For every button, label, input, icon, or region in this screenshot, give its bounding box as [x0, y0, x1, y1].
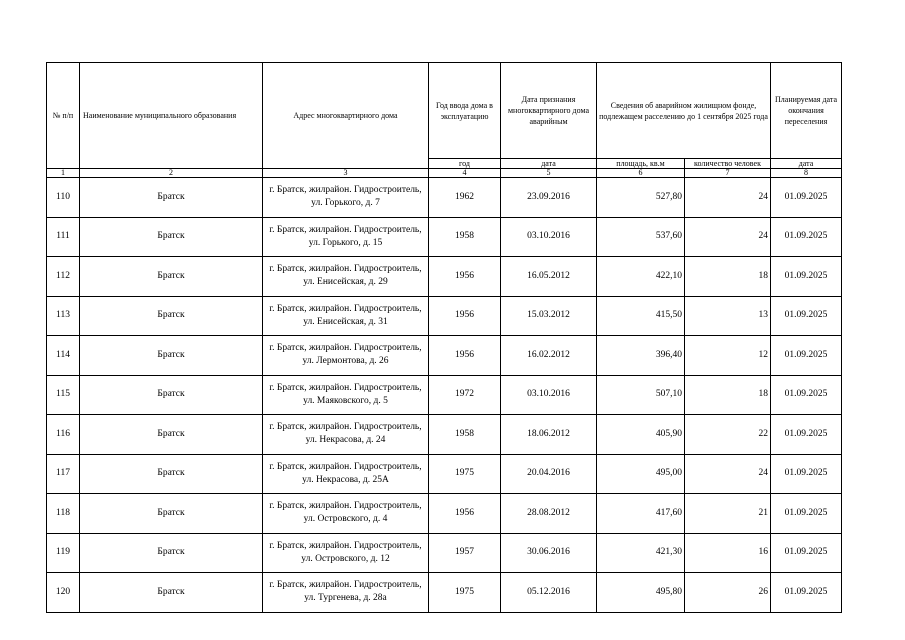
area-cell: 422,10 — [597, 257, 685, 297]
emergency-date-cell: 03.10.2016 — [501, 375, 597, 415]
header-row — [47, 63, 842, 159]
column-number-row — [47, 169, 842, 178]
address-cell: г. Братск, жилрайон. Гидростроитель, ул. Тургенева, д. 28а — [263, 573, 429, 613]
year-cell: 1975 — [429, 573, 501, 613]
table-row — [47, 573, 842, 613]
people-cell: 16 — [685, 533, 771, 573]
year-cell: 1958 — [429, 217, 501, 257]
year-cell: 1962 — [429, 178, 501, 218]
emergency-date-cell: 16.02.2012 — [501, 336, 597, 376]
end-date-cell: 01.09.2025 — [771, 533, 842, 573]
year-cell: 1956 — [429, 296, 501, 336]
area-cell: 527,80 — [597, 178, 685, 218]
column-number: 6 — [597, 169, 685, 178]
row-number: 115 — [47, 375, 80, 415]
municipality-cell: Братск — [80, 454, 263, 494]
end-date-cell: 01.09.2025 — [771, 178, 842, 218]
end-date-cell: 01.09.2025 — [771, 257, 842, 297]
address-cell: г. Братск, жилрайон. Гидростроитель, ул. Горького, д. 15 — [263, 217, 429, 257]
header-number: № п/п — [47, 63, 80, 169]
municipality-cell: Братск — [80, 375, 263, 415]
municipality-cell: Братск — [80, 217, 263, 257]
table-row — [47, 257, 842, 297]
municipality-cell: Братск — [80, 494, 263, 534]
column-number: 8 — [771, 169, 842, 178]
emergency-date-cell: 23.09.2016 — [501, 178, 597, 218]
address-cell: г. Братск, жилрайон. Гидростроитель, ул. Островского, д. 12 — [263, 533, 429, 573]
table-row — [47, 454, 842, 494]
year-cell: 1975 — [429, 454, 501, 494]
address-cell: г. Братск, жилрайон. Гидростроитель, ул. Енисейская, д. 31 — [263, 296, 429, 336]
table-row — [47, 217, 842, 257]
column-number: 2 — [80, 169, 263, 178]
row-number: 113 — [47, 296, 80, 336]
emergency-date-cell: 03.10.2016 — [501, 217, 597, 257]
subheader-year: год — [429, 159, 501, 169]
address-cell: г. Братск, жилрайон. Гидростроитель, ул. Островского, д. 4 — [263, 494, 429, 534]
year-cell: 1956 — [429, 257, 501, 297]
address-cell: г. Братск, жилрайон. Гидростроитель, ул. Некрасова, д. 24 — [263, 415, 429, 455]
column-number: 4 — [429, 169, 501, 178]
emergency-date-cell: 28.08.2012 — [501, 494, 597, 534]
address-cell: г. Братск, жилрайон. Гидростроитель, ул. Енисейская, д. 29 — [263, 257, 429, 297]
area-cell: 396,40 — [597, 336, 685, 376]
table-row — [47, 296, 842, 336]
area-cell: 417,60 — [597, 494, 685, 534]
row-number: 118 — [47, 494, 80, 534]
row-number: 119 — [47, 533, 80, 573]
header-address: Адрес многоквартирного дома — [263, 63, 429, 169]
people-cell: 18 — [685, 257, 771, 297]
municipality-cell: Братск — [80, 178, 263, 218]
area-cell: 495,00 — [597, 454, 685, 494]
municipality-cell: Братск — [80, 257, 263, 297]
municipality-cell: Братск — [80, 296, 263, 336]
end-date-cell: 01.09.2025 — [771, 573, 842, 613]
subheader-people: количество человек — [685, 159, 771, 169]
emergency-date-cell: 05.12.2016 — [501, 573, 597, 613]
table-row — [47, 178, 842, 218]
people-cell: 12 — [685, 336, 771, 376]
table-row — [47, 415, 842, 455]
header-municipality: Наименование муниципального образования — [80, 63, 263, 169]
table-row — [47, 533, 842, 573]
area-cell: 405,90 — [597, 415, 685, 455]
address-cell: г. Братск, жилрайон. Гидростроитель, ул. Маяковского, д. 5 — [263, 375, 429, 415]
row-number: 116 — [47, 415, 80, 455]
people-cell: 26 — [685, 573, 771, 613]
address-cell: г. Братск, жилрайон. Гидростроитель, ул. Лермонтова, д. 26 — [263, 336, 429, 376]
area-cell: 507,10 — [597, 375, 685, 415]
people-cell: 24 — [685, 178, 771, 218]
column-number: 5 — [501, 169, 597, 178]
row-number: 110 — [47, 178, 80, 218]
subheader-end-date: дата — [771, 159, 842, 169]
area-cell: 537,60 — [597, 217, 685, 257]
column-number: 7 — [685, 169, 771, 178]
subheader-area: площадь, кв.м — [597, 159, 685, 169]
municipality-cell: Братск — [80, 415, 263, 455]
housing-registry-table — [46, 62, 842, 613]
municipality-cell: Братск — [80, 336, 263, 376]
year-cell: 1956 — [429, 494, 501, 534]
emergency-date-cell: 30.06.2016 — [501, 533, 597, 573]
row-number: 114 — [47, 336, 80, 376]
end-date-cell: 01.09.2025 — [771, 296, 842, 336]
table-body — [47, 178, 842, 613]
end-date-cell: 01.09.2025 — [771, 375, 842, 415]
area-cell: 415,50 — [597, 296, 685, 336]
municipality-cell: Братск — [80, 533, 263, 573]
table-row — [47, 494, 842, 534]
subheader-date: дата — [501, 159, 597, 169]
address-cell: г. Братск, жилрайон. Гидростроитель, ул. Некрасова, д. 25А — [263, 454, 429, 494]
row-number: 112 — [47, 257, 80, 297]
year-cell: 1958 — [429, 415, 501, 455]
year-cell: 1972 — [429, 375, 501, 415]
year-cell: 1957 — [429, 533, 501, 573]
table-row — [47, 336, 842, 376]
row-number: 120 — [47, 573, 80, 613]
end-date-cell: 01.09.2025 — [771, 415, 842, 455]
area-cell: 495,80 — [597, 573, 685, 613]
row-number: 117 — [47, 454, 80, 494]
area-cell: 421,30 — [597, 533, 685, 573]
end-date-cell: 01.09.2025 — [771, 336, 842, 376]
address-cell: г. Братск, жилрайон. Гидростроитель, ул. Горького, д. 7 — [263, 178, 429, 218]
people-cell: 18 — [685, 375, 771, 415]
row-number: 111 — [47, 217, 80, 257]
end-date-cell: 01.09.2025 — [771, 217, 842, 257]
emergency-date-cell: 16.05.2012 — [501, 257, 597, 297]
header-emergency-date: Дата признания многоквартирного дома аварийным — [501, 63, 597, 159]
year-cell: 1956 — [429, 336, 501, 376]
people-cell: 24 — [685, 217, 771, 257]
emergency-date-cell: 20.04.2016 — [501, 454, 597, 494]
column-number: 3 — [263, 169, 429, 178]
header-end-date: Планируемая дата окончания переселения — [771, 63, 842, 159]
people-cell: 24 — [685, 454, 771, 494]
end-date-cell: 01.09.2025 — [771, 454, 842, 494]
emergency-date-cell: 18.06.2012 — [501, 415, 597, 455]
people-cell: 21 — [685, 494, 771, 534]
header-fund-info: Сведения об аварийном жилищном фонде, подлежащем расселению до 1 сентября 2025 года — [597, 63, 771, 159]
column-number: 1 — [47, 169, 80, 178]
end-date-cell: 01.09.2025 — [771, 494, 842, 534]
people-cell: 22 — [685, 415, 771, 455]
table-row — [47, 375, 842, 415]
header-year: Год ввода дома в эксплуатацию — [429, 63, 501, 159]
municipality-cell: Братск — [80, 573, 263, 613]
people-cell: 13 — [685, 296, 771, 336]
emergency-date-cell: 15.03.2012 — [501, 296, 597, 336]
